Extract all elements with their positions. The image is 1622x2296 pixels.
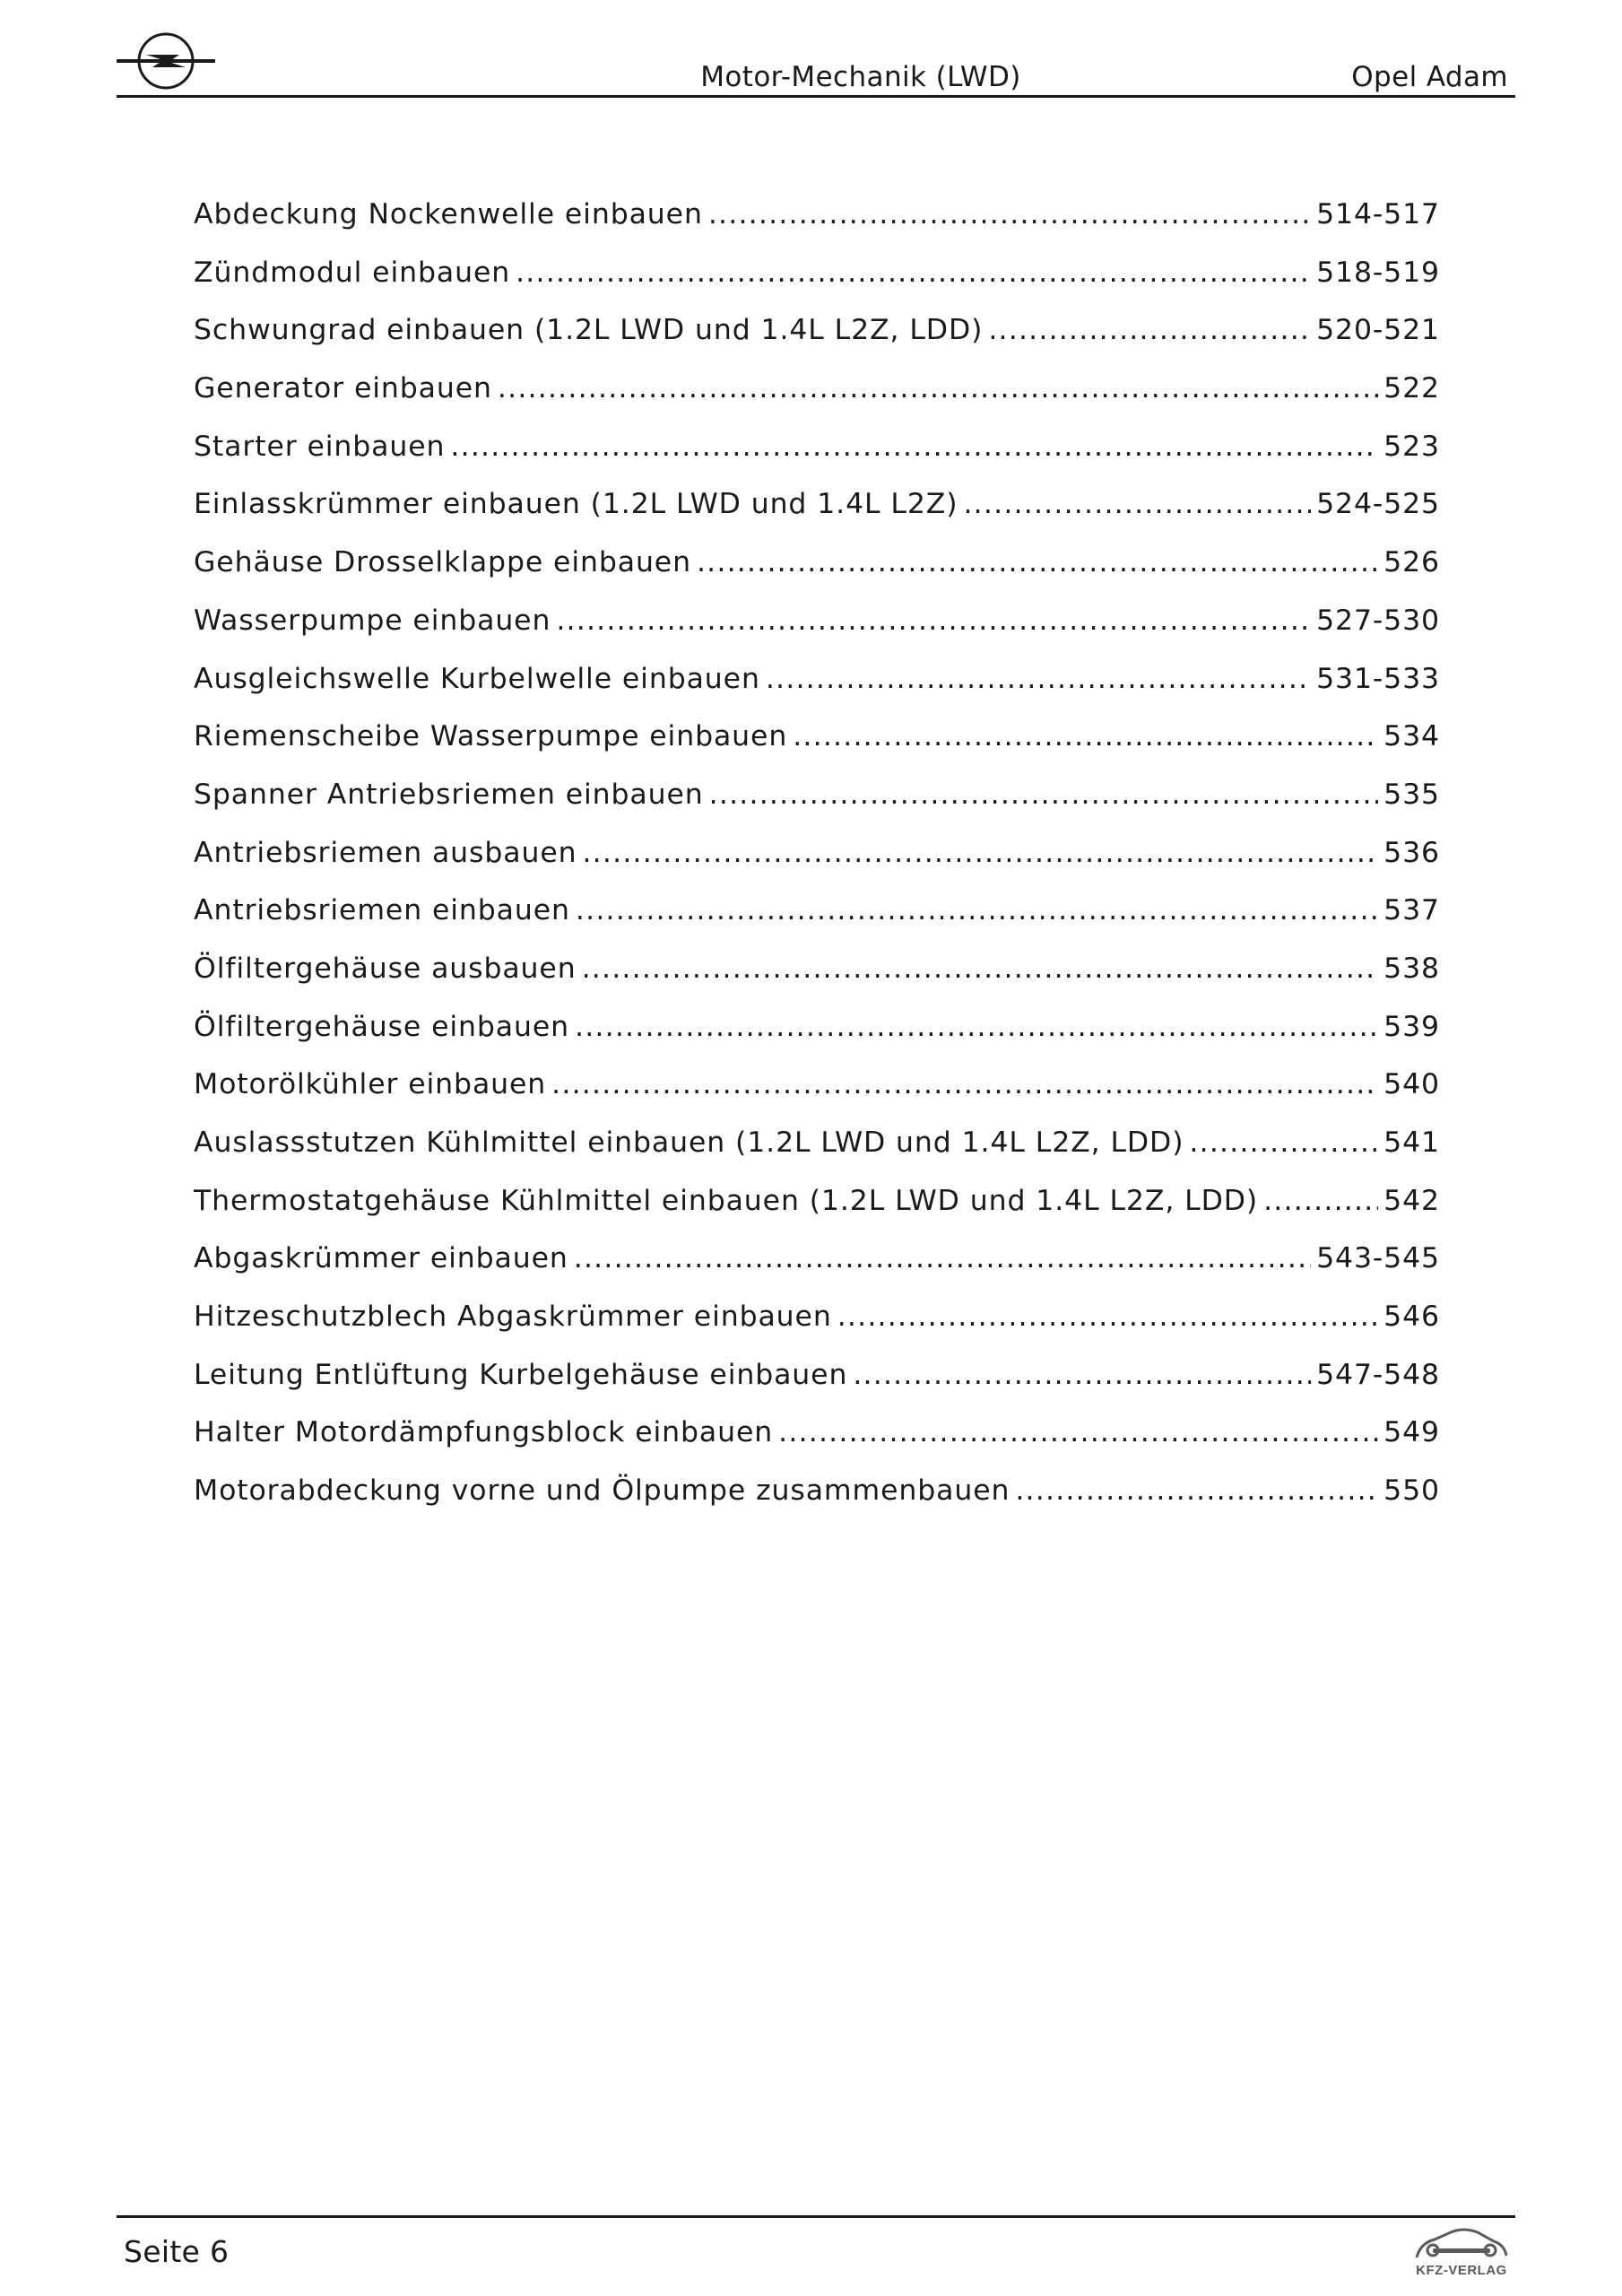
toc-leader-dots [1189,1114,1378,1172]
toc-entry-title: Leitung Entlüftung Kurbelgehäuse einbauen [194,1358,848,1391]
toc-entry[interactable] [194,882,1440,940]
kfz-verlag-logo [1408,2222,1515,2288]
toc-entry[interactable] [194,1288,1440,1346]
toc-leader-dots [575,998,1378,1057]
toc-entry-title: Riemenscheibe Wasserpumpe einbauen [194,720,788,753]
toc-leader-dots [778,1404,1378,1462]
toc-entry[interactable] [194,940,1440,998]
toc-entry-title: Motorölkühler einbauen [194,1068,547,1101]
car-wrench-icon [1408,2222,1515,2265]
toc-leader-dots [709,766,1379,824]
toc-entry[interactable] [194,766,1440,824]
toc-leader-dots [574,1230,1311,1288]
toc-entry-page: 547-548 [1316,1358,1440,1391]
toc-entry-title: Starter einbauen [194,430,446,463]
toc-entry-page: 527-530 [1316,604,1440,637]
toc-entry-page: 522 [1383,372,1440,405]
toc-entry-title: Thermostatgehäuse Kühlmittel einbauen (1.2L LWD und 1.4L L2Z, LDD) [194,1184,1259,1217]
toc-leader-dots [576,882,1378,940]
toc-entry-title: Antriebsriemen einbauen [194,894,570,927]
toc-entry-title: Wasserpumpe einbauen [194,604,551,637]
toc-entry-title: Motorabdeckung vorne und Ölpumpe zusammenbauen [194,1474,1010,1508]
toc-entry[interactable] [194,534,1440,592]
toc-entry-page: 543-545 [1316,1242,1440,1275]
toc-entry-page: 523 [1383,430,1440,463]
toc-leader-dots [963,475,1311,534]
toc-entry-title: Abdeckung Nockenwelle einbauen [194,198,703,230]
toc-entry[interactable] [194,360,1440,418]
toc-entry-page: 549 [1383,1416,1440,1449]
toc-entry-title: Abgaskrümmer einbauen [194,1242,568,1275]
toc-entry[interactable] [194,1172,1440,1231]
toc-entry-title: Spanner Antriebsriemen einbauen [194,778,704,811]
toc-entry-page: 534 [1383,720,1440,753]
opel-logo-icon [117,25,215,95]
toc-entry-page: 520-521 [1316,314,1440,347]
toc-entry[interactable] [194,1056,1440,1114]
toc-leader-dots [551,1056,1378,1114]
toc-entry-page: 541 [1383,1126,1440,1159]
toc-entry[interactable] [194,1230,1440,1288]
toc-leader-dots [1015,1462,1378,1520]
toc-entry-page: 524-525 [1316,488,1440,521]
toc-entry-title: Generator einbauen [194,372,492,405]
document-title: Motor-Mechanik (LWD) [700,61,1021,93]
toc-leader-dots [837,1288,1378,1346]
toc-entry-title: Ölfiltergehäuse einbauen [194,1010,569,1043]
toc-entry-title: Gehäuse Drosselklappe einbauen [194,546,691,579]
toc-entry-page: 546 [1383,1300,1440,1334]
page-footer [117,2215,1515,2290]
toc-entry-title: Ausgleichswelle Kurbelwelle einbauen [194,662,760,695]
toc-entry[interactable] [194,475,1440,534]
toc-leader-dots [988,301,1311,360]
toc-leader-dots [766,650,1311,709]
toc-entry[interactable] [194,301,1440,360]
toc-entry-page: 531-533 [1316,662,1440,695]
toc-entry[interactable] [194,186,1440,244]
toc-entry-page: 538 [1383,952,1440,985]
page-number: Seite 6 [124,2234,230,2269]
toc-entry[interactable] [194,1462,1440,1520]
toc-entry-page: 518-519 [1316,256,1440,289]
toc-leader-dots [582,824,1378,883]
toc-entry-title: Antriebsriemen ausbauen [194,836,577,869]
toc-entry[interactable] [194,650,1440,709]
toc-entry-page: 514-517 [1316,198,1440,230]
toc-entry[interactable] [194,998,1440,1057]
toc-leader-dots [498,360,1378,418]
toc-entry[interactable] [194,824,1440,883]
toc-entry[interactable] [194,1346,1440,1405]
table-of-contents [194,186,1440,1520]
toc-leader-dots [697,534,1378,592]
toc-entry[interactable] [194,244,1440,302]
toc-entry-page: 539 [1383,1010,1440,1043]
toc-entry[interactable] [194,1404,1440,1462]
toc-entry[interactable] [194,592,1440,650]
toc-entry[interactable] [194,418,1440,476]
toc-leader-dots [853,1346,1311,1405]
toc-leader-dots [556,592,1311,650]
toc-entry[interactable] [194,1114,1440,1172]
toc-entry-page: 540 [1383,1068,1440,1101]
toc-entry-title: Schwungrad einbauen (1.2L LWD und 1.4L L2Z, LDD) [194,314,984,347]
toc-entry-title: Halter Motordämpfungsblock einbauen [194,1416,774,1449]
toc-leader-dots [793,708,1378,766]
vehicle-model: Opel Adam [1351,61,1508,93]
toc-leader-dots [450,418,1378,476]
toc-entry-page: 550 [1383,1474,1440,1508]
toc-leader-dots [516,244,1311,302]
toc-entry-title: Ölfiltergehäuse ausbauen [194,952,577,985]
toc-leader-dots [708,186,1311,244]
toc-entry-title: Einlasskrümmer einbauen (1.2L LWD und 1.4L L2Z) [194,488,958,521]
toc-leader-dots [582,940,1379,998]
toc-entry[interactable] [194,708,1440,766]
toc-entry-title: Zündmodul einbauen [194,256,511,289]
toc-entry-page: 535 [1383,778,1440,811]
toc-entry-title: Auslassstutzen Kühlmittel einbauen (1.2L LWD und 1.4L L2Z, LDD) [194,1126,1184,1159]
toc-entry-page: 542 [1383,1184,1440,1217]
toc-leader-dots [1263,1172,1378,1231]
toc-entry-page: 537 [1383,894,1440,927]
toc-entry-page: 526 [1383,546,1440,579]
toc-entry-page: 536 [1383,836,1440,869]
publisher-name: KFZ-VERLAG [1416,2263,1507,2278]
page-header [117,25,1515,98]
toc-entry-title: Hitzeschutzblech Abgaskrümmer einbauen [194,1300,832,1334]
